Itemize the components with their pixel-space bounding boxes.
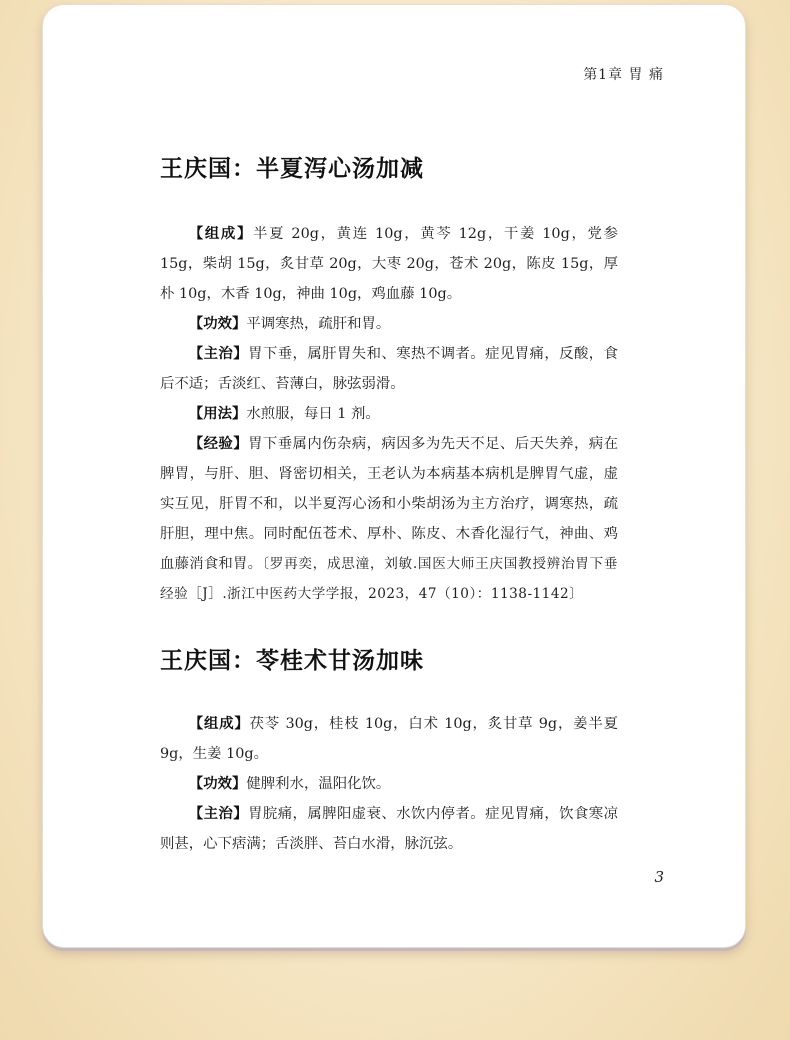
composition-tag: 【组成】 (188, 226, 254, 242)
section-linggui-zhugan (160, 642, 618, 859)
indication-paragraph (160, 799, 618, 859)
indication-tag: 【主治】 (188, 346, 249, 362)
usage-text: 水煎服，每日 1 剂。 (246, 406, 380, 422)
efficacy-text: 健脾利水，温阳化饮。 (246, 776, 391, 792)
section-title: 王庆国：苓桂术甘汤加味 (160, 648, 424, 674)
section-banxia-xiexin (160, 150, 618, 609)
reference-citation: 〔罗再奕，成思潼，刘敏.国医大师王庆国教授辨治胃下垂经验［J］.浙江中医药大学学报，2023，47（10）：1138-1142〕 (160, 556, 618, 602)
experience-tag: 【经验】 (188, 436, 249, 452)
page-number: 3 (654, 868, 664, 886)
section-title: 王庆国：半夏泻心汤加减 (160, 156, 424, 182)
efficacy-paragraph (160, 769, 618, 799)
usage-paragraph (160, 399, 618, 429)
indication-tag: 【主治】 (188, 806, 249, 822)
indication-text: 胃下垂，属肝胃失和、寒热不调者。症见胃痛，反酸，食后不适；舌淡红、苔薄白，脉弦弱滑。 (160, 346, 618, 392)
efficacy-text: 平调寒热，疏肝和胃。 (246, 316, 391, 332)
composition-text: 半夏 20g，黄连 10g，黄芩 12g，干姜 10g，党参 15g，柴胡 15g，炙甘草 20g，大枣 20g，苍术 20g，陈皮 15g，厚朴 10g，木香 10g，神曲 10g，鸡血藤 10g。 (160, 226, 618, 302)
composition-paragraph (160, 219, 618, 309)
experience-paragraph (160, 429, 618, 609)
usage-tag: 【用法】 (188, 406, 247, 422)
efficacy-tag: 【功效】 (188, 316, 247, 332)
running-head: 第1章 胃 痛 (583, 67, 664, 83)
composition-text: 茯苓 30g，桂枝 10g，白术 10g，炙甘草 9g，姜半夏 9g，生姜 10g。 (160, 716, 618, 762)
experience-text: 胃下垂属内伤杂病，病因多为先天不足、后天失养，病在脾胃，与肝、胆、肾密切相关，王老认为本病基本病机是脾胃气虚，虚实互见，肝胃不和，以半夏泻心汤和小柴胡汤为主方治疗，调寒热，疏肝胆，理中焦。同时配伍苍术、厚朴、陈皮、木香化湿行气，神曲、鸡血藤消食和胃。 (160, 436, 618, 572)
efficacy-paragraph (160, 309, 618, 339)
composition-paragraph (160, 709, 618, 769)
composition-tag: 【组成】 (188, 716, 250, 732)
indication-text: 胃脘痛，属脾阳虚衰、水饮内停者。症见胃痛，饮食寒凉则甚，心下痞满；舌淡胖、苔白水滑，脉沉弦。 (160, 806, 618, 852)
efficacy-tag: 【功效】 (188, 776, 247, 792)
indication-paragraph (160, 339, 618, 399)
